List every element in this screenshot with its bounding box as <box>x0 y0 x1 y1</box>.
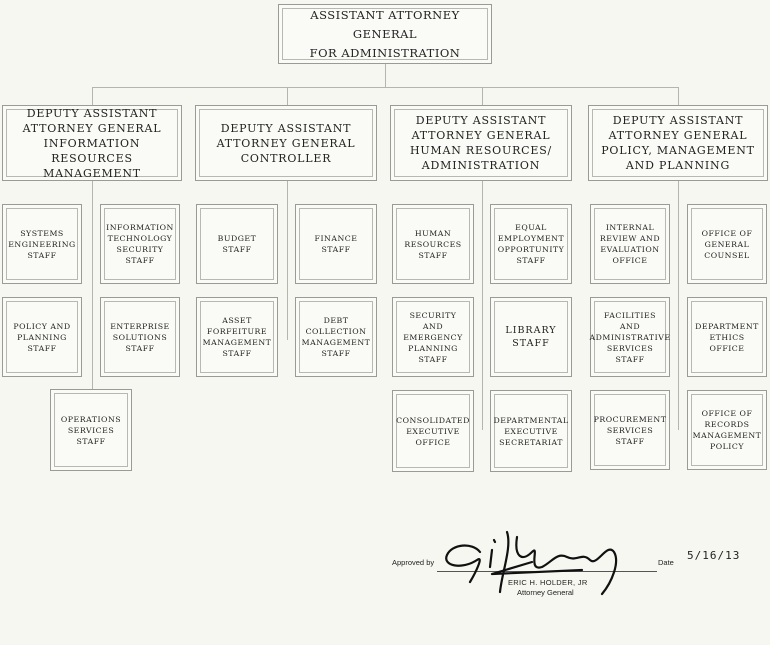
unit-box-security-emergency <box>392 297 474 377</box>
unit-title: BUDGET STAFF <box>217 234 257 254</box>
deputy-box-hr-admin <box>390 105 572 181</box>
deputy-title: DEPUTY ASSISTANT ATTORNEY GENERAL CONTROLLER <box>216 121 356 165</box>
unit-title: DEPARTMENTAL EXECUTIVE SECRETARIAT <box>493 415 569 447</box>
deputy-box-irm <box>2 105 182 181</box>
connector-line <box>482 180 483 430</box>
unit-title: OFFICE OF RECORDS MANAGEMENT POLICY <box>692 409 762 451</box>
unit-title: CONSOLIDATED EXECUTIVE OFFICE <box>396 415 470 447</box>
unit-box-procurement <box>590 390 670 470</box>
unit-title: DEPARTMENT ETHICS OFFICE <box>695 321 759 353</box>
unit-title: OPERATIONS SERVICES STAFF <box>60 414 122 446</box>
unit-title: INFORMATION TECHNOLOGY SECURITY STAFF <box>106 223 174 265</box>
unit-box-human-resources <box>392 204 474 284</box>
connector-line <box>678 180 679 430</box>
unit-title: SECURITY AND EMERGENCY PLANNING STAFF <box>403 310 463 364</box>
unit-title: LIBRARY STAFF <box>505 325 557 349</box>
unit-box-consolidated-executive <box>392 390 474 472</box>
unit-title: ASSET FORFEITURE MANAGEMENT STAFF <box>202 316 272 358</box>
unit-box-enterprise-solutions <box>100 297 180 377</box>
unit-title: FINANCE STAFF <box>314 234 358 254</box>
unit-box-eeo <box>490 204 572 284</box>
unit-box-it-security <box>100 204 180 284</box>
connector-line <box>92 180 93 390</box>
deputy-title: DEPUTY ASSISTANT ATTORNEY GENERAL POLICY, MANAGEMENT AND PLANNING <box>601 114 755 172</box>
unit-box-asset-forfeiture <box>196 297 278 377</box>
unit-title: SYSTEMS ENGINEERING STAFF <box>8 228 76 260</box>
unit-box-departmental-executive <box>490 390 572 472</box>
unit-box-operations-services <box>50 389 132 471</box>
unit-title: PROCUREMENT SERVICES STAFF <box>593 414 667 446</box>
unit-title: POLICY AND PLANNING STAFF <box>13 321 71 353</box>
signer-name: ERIC H. HOLDER, JR <box>508 578 588 587</box>
unit-box-ethics <box>687 297 767 377</box>
connector-line <box>287 87 288 105</box>
top-office-title: ASSISTANT ATTORNEY GENERAL FOR ADMINISTRATION <box>309 7 461 60</box>
signer-title: Attorney General <box>517 588 574 597</box>
deputy-title: DEPUTY ASSISTANT ATTORNEY GENERAL HUMAN RESOURCES/ ADMINISTRATION <box>409 114 553 172</box>
connector-line <box>678 87 679 105</box>
unit-box-general-counsel <box>687 204 767 284</box>
unit-box-library <box>490 297 572 377</box>
unit-title: HUMAN RESOURCES STAFF <box>404 228 462 260</box>
unit-box-records-management <box>687 390 767 470</box>
connector-line <box>385 63 386 88</box>
deputy-box-controller <box>195 105 377 181</box>
date-label: Date <box>658 558 674 567</box>
unit-title: INTERNAL REVIEW AND EVALUATION OFFICE <box>599 223 661 265</box>
connector-line <box>92 87 93 105</box>
unit-box-policy-planning <box>2 297 82 377</box>
deputy-title: DEPUTY ASSISTANT ATTORNEY GENERAL INFORMATION RESOURCES MANAGEMENT <box>22 106 162 180</box>
deputy-box-policy <box>588 105 768 181</box>
unit-title: OFFICE OF GENERAL COUNSEL <box>701 228 753 260</box>
unit-box-finance <box>295 204 377 284</box>
approved-by-label: Approved by <box>392 558 435 567</box>
connector-line <box>92 87 679 88</box>
unit-title: DEBT COLLECTION MANAGEMENT STAFF <box>301 316 371 358</box>
top-office-box <box>278 4 492 64</box>
unit-box-internal-review <box>590 204 670 284</box>
connector-line <box>482 87 483 105</box>
unit-title: FACILITIES AND ADMINISTRATIVE SERVICES STAFF <box>589 310 671 364</box>
unit-box-budget <box>196 204 278 284</box>
unit-title: EQUAL EMPLOYMENT OPPORTUNITY STAFF <box>497 223 565 265</box>
unit-box-facilities <box>590 297 670 377</box>
unit-title: ENTERPRISE SOLUTIONS STAFF <box>110 321 170 353</box>
unit-box-systems-engineering <box>2 204 82 284</box>
unit-box-debt-collection <box>295 297 377 377</box>
date-value: 5/16/13 <box>687 549 741 562</box>
connector-line <box>287 180 288 340</box>
